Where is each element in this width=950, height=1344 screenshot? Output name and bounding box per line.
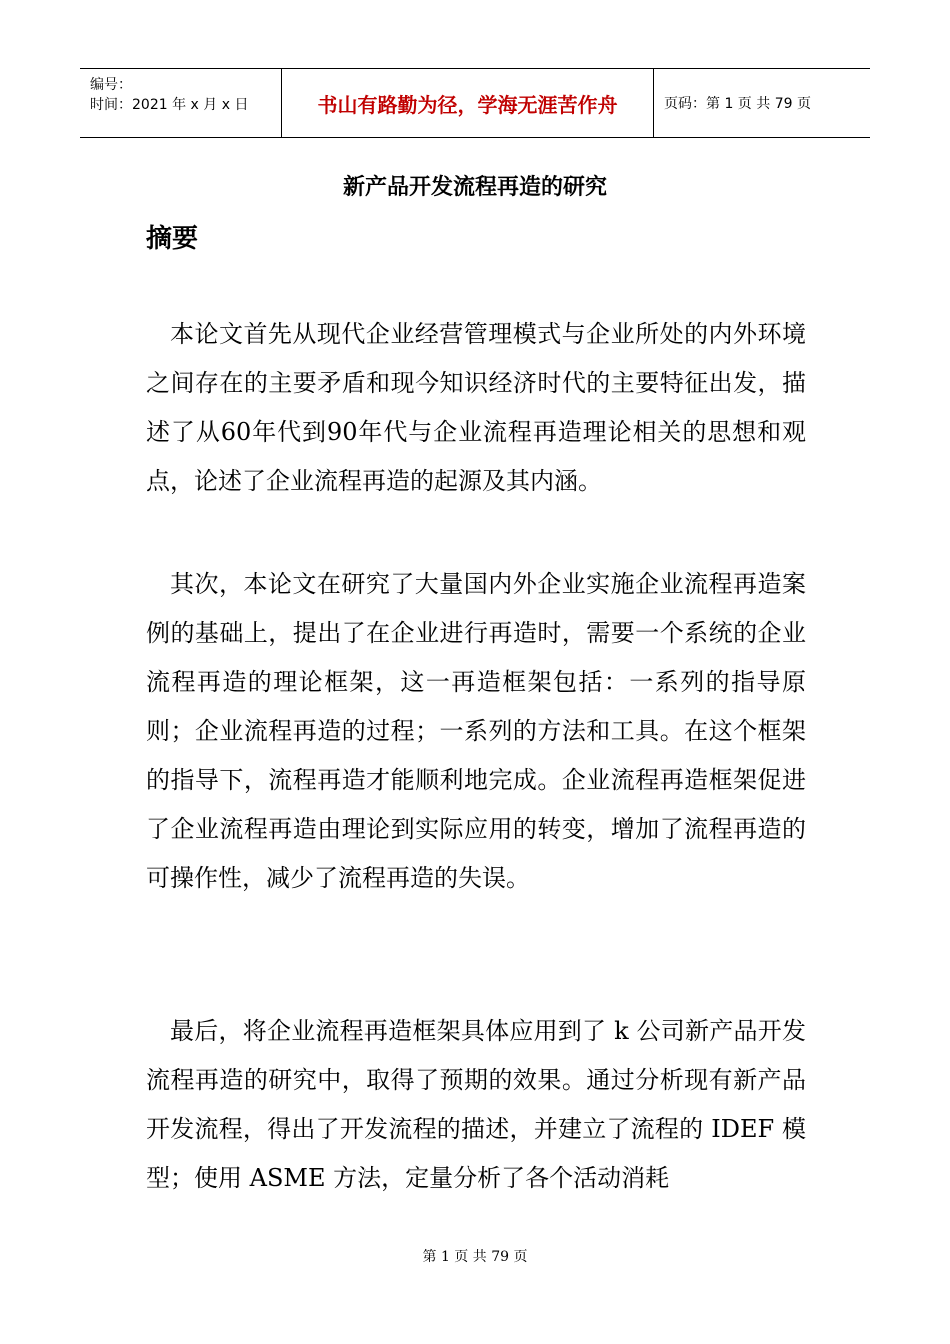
paragraph: 其次，本论文在研究了大量国内外企业实施企业流程再造案例的基础上，提出了在企业进行再造时，需要一个系统的企业流程再造的理论框架，这一再造框架包括：一系列的指导原则；企业流程再造的过程；一系列的方法和工具。在这个框架的指导下，流程再造才能顺利地完成。企业流程再造框架促进了企业流程再造由理论到实际应用的转变，增加了流程再造的可操作性，减少了流程再造的失误。 — [146, 570, 806, 892]
number-label: 编号： — [90, 77, 132, 93]
time-label: 时间：2021 年 x 月 x 日 — [90, 97, 249, 113]
header-meta — [80, 69, 282, 137]
document-title: 新产品开发流程再造的研究 — [342, 175, 607, 200]
section-heading: 摘要 — [146, 224, 199, 254]
page-footer: 第 1 页 共 79 页 — [422, 1249, 528, 1265]
paragraph: 最后，将企业流程再造框架具体应用到了 k 公司新产品开发流程再造的研究中，取得了预期的效果。通过分析现有新产品开发流程，得出了开发流程的描述，并建立了流程的 IDEF 模型；使用 ASME 方法，定量分析了各个活动消耗 — [146, 1017, 806, 1192]
page-header — [80, 68, 870, 138]
paragraph: 本论文首先从现代企业经营管理模式与企业所处的内外环境之间存在的主要矛盾和现今知识经济时代的主要特征出发，描述了从60年代到90年代与企业流程再造理论相关的思想和观点，论述了企业流程再造的起源及其内涵。 — [146, 320, 806, 495]
header-motto: 书山有路勤为径，学海无涯苦作舟 — [282, 69, 654, 137]
header-page-info: 页码：第 1 页 共 79 页 — [664, 96, 811, 112]
